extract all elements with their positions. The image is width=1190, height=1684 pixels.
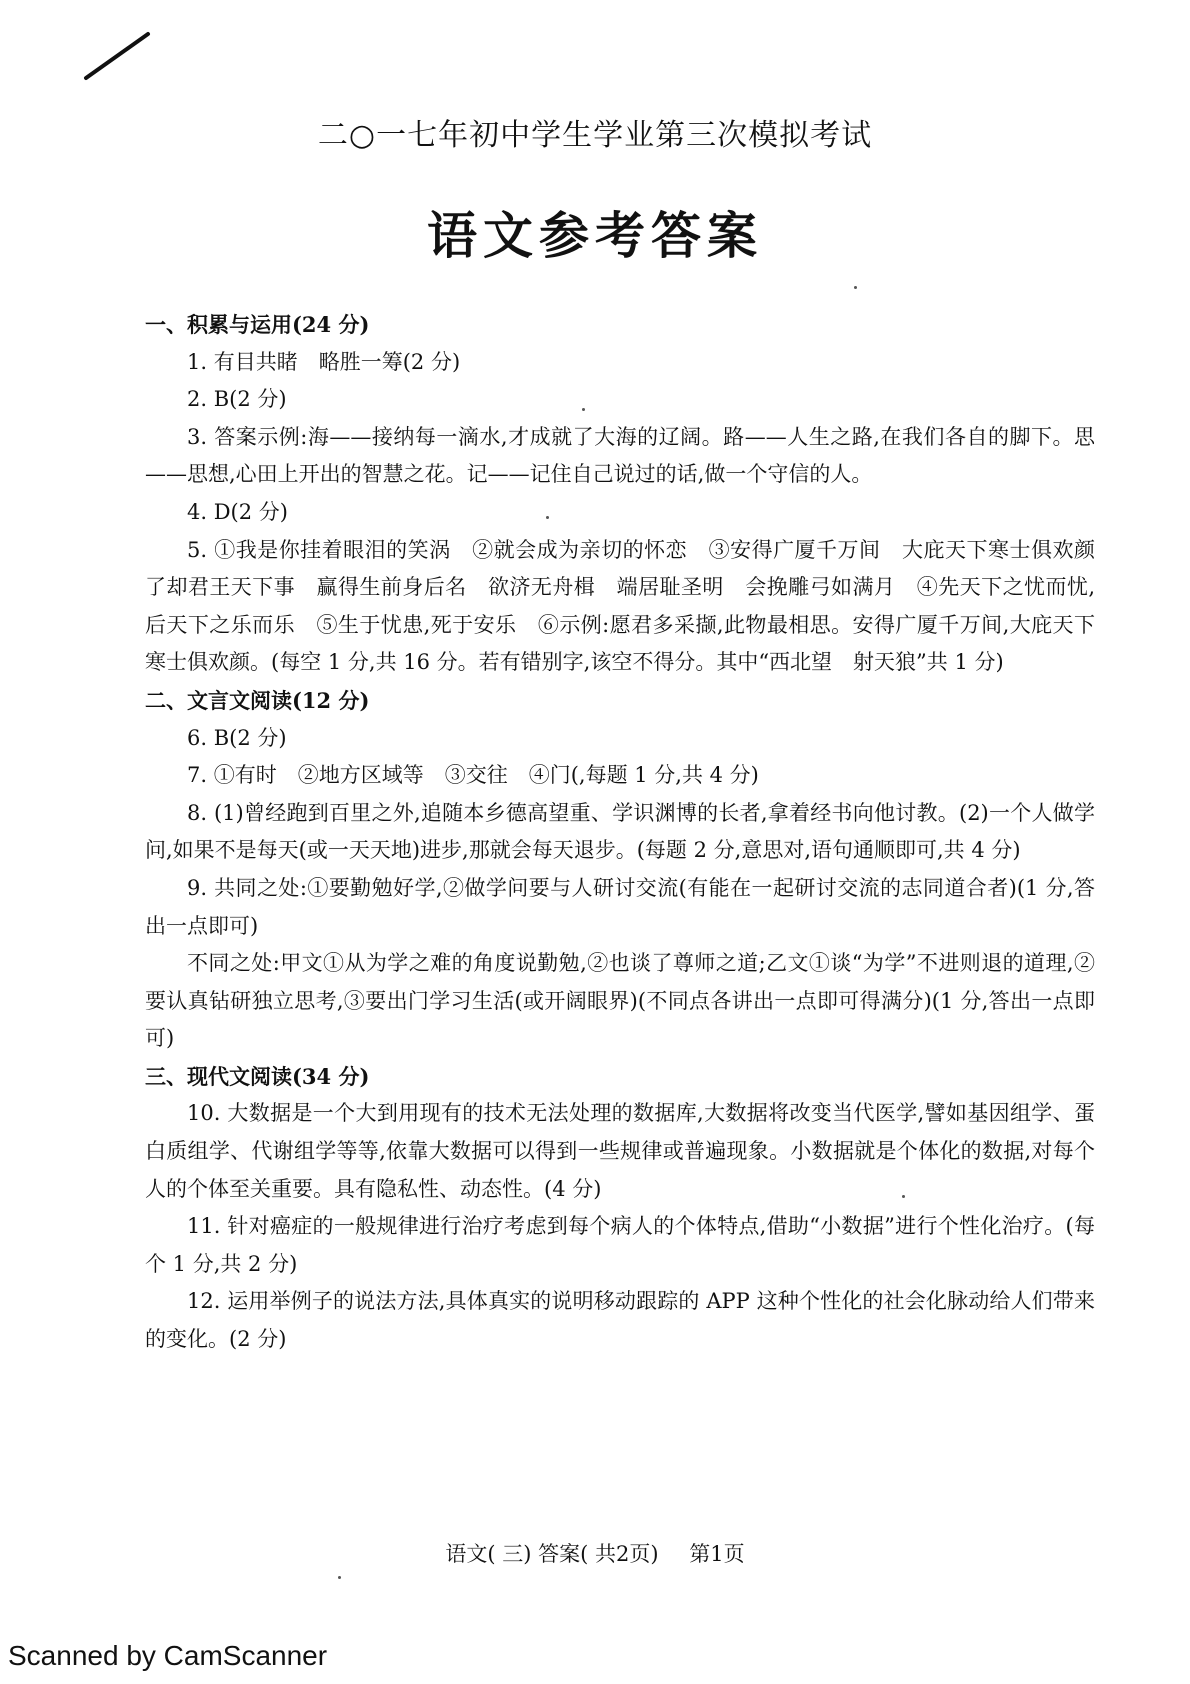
answer-9: 9. 共同之处:①要勤勉好学,②做学问要与人研讨交流(有能在一起研讨交流的志同道合者)(1 分,答出一点即可) bbox=[145, 875, 1095, 938]
answer-2: 2. B(2 分) bbox=[187, 387, 287, 412]
answer-8: 8. (1)曾经跑到百里之外,追随本乡德高望重、学识渊博的长者,拿着经书向他讨教。(2)一个人做学问,如果不是每天(或一天天地)进步,那就会每天退步。(每题 2 分,意思对,语句通顺即可,共 4 分) bbox=[145, 800, 1095, 863]
section-modern-reading bbox=[145, 1058, 1095, 1359]
answer-12: 12. 运用举例子的说法方法,具体真实的说明移动跟踪的 APP 这种个性化的社会化脉动给人们带来的变化。(2 分) bbox=[145, 1289, 1095, 1352]
scan-speck bbox=[582, 408, 585, 411]
answer-11: 11. 针对癌症的一般规律进行治疗考虑到每个病人的个体特点,借助“小数据”进行个性化治疗。(每个 1 分,共 2 分) bbox=[145, 1214, 1095, 1276]
answer-10: 10. 大数据是一个大到用现有的技术无法处理的数据库,大数据将改变当代医学,譬如基因组学、蛋白质组学、代谢组学等等,依靠大数据可以得到一些规律或普遍现象。小数据就是个体化的数据,对每个人的个体至关重要。具有隐私性、动态性。(4 分) bbox=[145, 1101, 1095, 1201]
scan-speck bbox=[902, 1195, 905, 1198]
footer-doc-label: 语文( 三) 答案( 共2页) bbox=[445, 1542, 659, 1566]
pen-stroke-mark bbox=[0, 0, 200, 100]
answer-5: 5. ①我是你挂着眼泪的笑涡 ②就会成为亲切的怀恋 ③安得广厦千万间 大庇天下寒士俱欢颜 了却君王天下事 赢得生前身后名 欲济无舟楫 端居耻圣明 会挽雕弓如满月 ④先天下之忧而忧,后天下之乐而乐 ⑤生于忧患,死于安乐 ⑥示例:愿君多采撷,此物最相思。安得广厦千万间,大庇天下寒士俱欢颜。(每空 1 分,共 16 分。若有错别字,该空不得分。其中“西北望 射天狼”共 1 分) bbox=[145, 537, 1116, 675]
exam-subtitle: 二○一七年初中学生学业第三次模拟考试 bbox=[317, 118, 873, 153]
page-title: 语文参考答案 bbox=[427, 206, 763, 265]
answer-content bbox=[145, 306, 1116, 1359]
answer-7: 7. ①有时 ②地方区域等 ③交往 ④门(,每题 1 分,共 4 分) bbox=[187, 763, 759, 788]
page-footer bbox=[0, 1538, 1190, 1568]
section-heading: 二、文言文阅读(12 分) bbox=[145, 687, 370, 713]
answer-1: 1. 有目共睹 略胜一筹(2 分) bbox=[187, 349, 461, 374]
scan-speck bbox=[546, 516, 549, 519]
scanner-watermark: Scanned by CamScanner bbox=[8, 1640, 328, 1671]
section-heading: 一、积累与运用(24 分) bbox=[145, 312, 370, 337]
answer-4: 4. D(2 分) bbox=[187, 499, 288, 524]
answer-6: 6. B(2 分) bbox=[187, 725, 287, 750]
scan-speck bbox=[854, 286, 857, 289]
footer-page-number: 第1页 bbox=[689, 1542, 745, 1566]
section-accumulation bbox=[145, 306, 1116, 682]
answer-3: 3. 答案示例:海——接纳每一滴水,才成就了大海的辽阔。路——人生之路,在我们各自的脚下。思——思想,心田上开出的智慧之花。记——记住自己说过的话,做一个守信的人。 bbox=[145, 424, 1095, 487]
section-classical-reading bbox=[145, 682, 1095, 1058]
section-heading: 三、现代文阅读(34 分) bbox=[145, 1063, 370, 1089]
answer-9-differences: 不同之处:甲文①从为学之难的角度说勤勉,②也谈了尊师之道;乙文①谈“为学”不进则退的道理,②要认真钻研独立思考,③要出门学习生活(或开阔眼界)(不同点各讲出一点即可得满分)(1 分,答出一点即可) bbox=[145, 951, 1095, 1051]
scan-speck bbox=[338, 1576, 341, 1579]
